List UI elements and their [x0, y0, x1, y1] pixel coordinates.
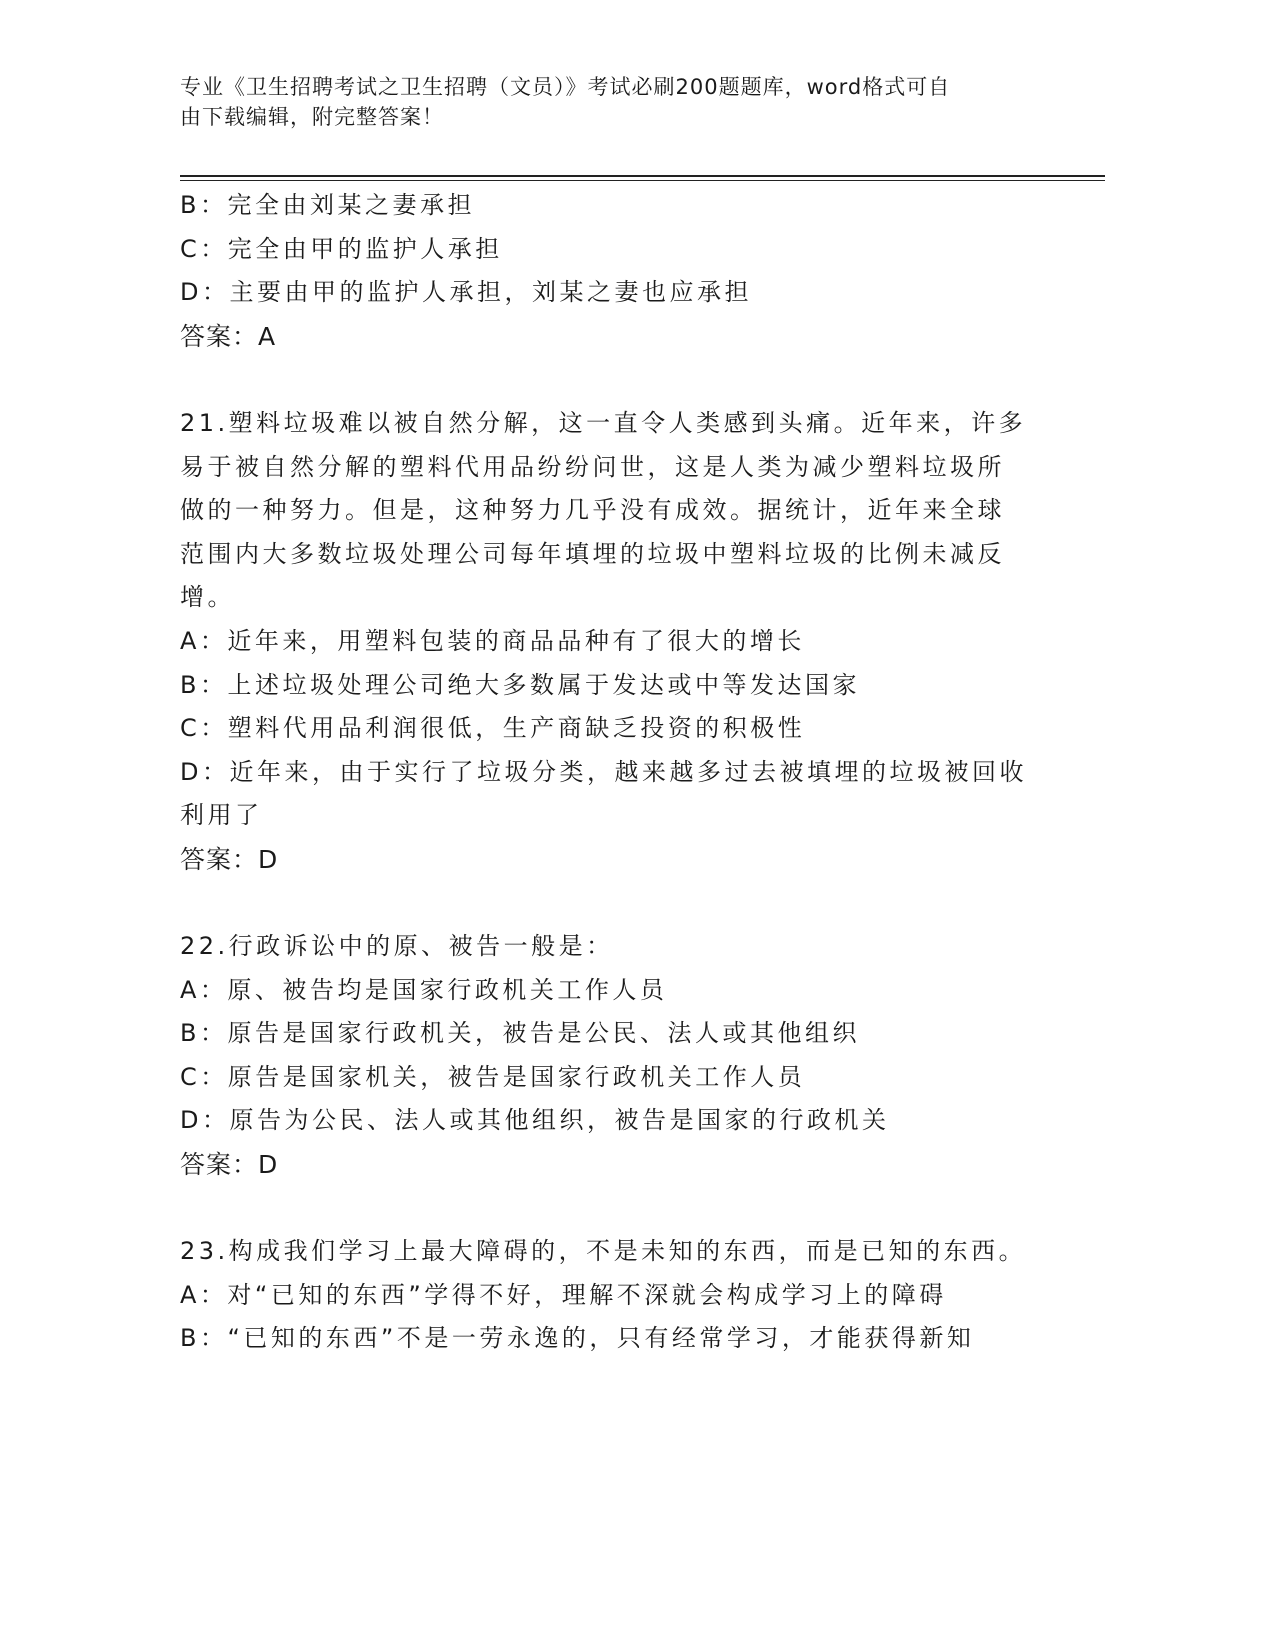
q20-option-c: C：完全由甲的监护人承担 — [180, 234, 503, 263]
spacer — [180, 358, 1050, 402]
q23-stem: 23.构成我们学习上最大障碍的，不是未知的东西，而是已知的东西。 — [180, 1237, 1027, 1266]
q21-stem-line: 做的一种努力。但是，这种努力几乎没有成效。据统计，近年来全球 — [180, 496, 1005, 525]
q22-option-d: D：原告为公民、法人或其他组织，被告是国家的行政机关 — [180, 1106, 890, 1135]
q22-option-b: B：原告是国家行政机关，被告是公民、法人或其他组织 — [180, 1019, 860, 1048]
q20-option-b: B：完全由刘某之妻承担 — [180, 191, 475, 219]
q20-answer: 答案：A — [180, 321, 277, 351]
header-divider-thick — [180, 175, 1105, 177]
q21-option-b: B：上述垃圾处理公司绝大多数属于发达或中等发达国家 — [180, 670, 860, 699]
q21-answer: 答案：D — [180, 844, 279, 874]
q21-stem-line: 21.塑料垃圾难以被自然分解，这一直令人类感到头痛。近年来，许多 — [180, 408, 1027, 437]
q22-option-c: C：原告是国家机关，被告是国家行政机关工作人员 — [180, 1062, 806, 1091]
q21-stem-line: 易于被自然分解的塑料代用品纷纷问世，这是人类为减少塑料垃圾所 — [180, 452, 1005, 481]
spacer — [180, 882, 1050, 926]
q21-option-a: A：近年来，用塑料包装的商品品种有了很大的增长 — [180, 626, 805, 655]
q21-option-d: D：近年来，由于实行了垃圾分类，越来越多过去被填埋的垃圾被回收 — [180, 757, 1027, 786]
document-header — [180, 72, 1040, 132]
q21-option-d-continued: 利用了 — [180, 801, 263, 830]
question-content — [180, 184, 1050, 1361]
q21-stem-line: 范围内大多数垃圾处理公司每年填埋的垃圾中塑料垃圾的比例未减反 — [180, 539, 1005, 568]
header-divider-thin — [180, 180, 1105, 181]
q22-answer: 答案：D — [180, 1150, 279, 1180]
header-line-1: 专业《卫生招聘考试之卫生招聘（文员）》考试必刷200题题库，word格式可自 — [180, 75, 951, 99]
q23-option-a: A：对“已知的东西”学得不好，理解不深就会构成学习上的障碍 — [180, 1280, 947, 1309]
q23-option-b: B：“已知的东西”不是一劳永逸的，只有经常学习，才能获得新知 — [180, 1324, 975, 1353]
q21-stem-line: 增。 — [180, 583, 235, 612]
q22-option-a: A：原、被告均是国家行政机关工作人员 — [180, 975, 668, 1004]
q21-option-c: C：塑料代用品利润很低，生产商缺乏投资的积极性 — [180, 714, 806, 743]
q22-stem: 22.行政诉讼中的原、被告一般是： — [180, 932, 614, 961]
header-line-2: 由下载编辑，附完整答案！ — [180, 105, 444, 129]
spacer — [180, 1187, 1050, 1231]
q20-option-d: D：主要由甲的监护人承担，刘某之妻也应承担 — [180, 278, 752, 307]
